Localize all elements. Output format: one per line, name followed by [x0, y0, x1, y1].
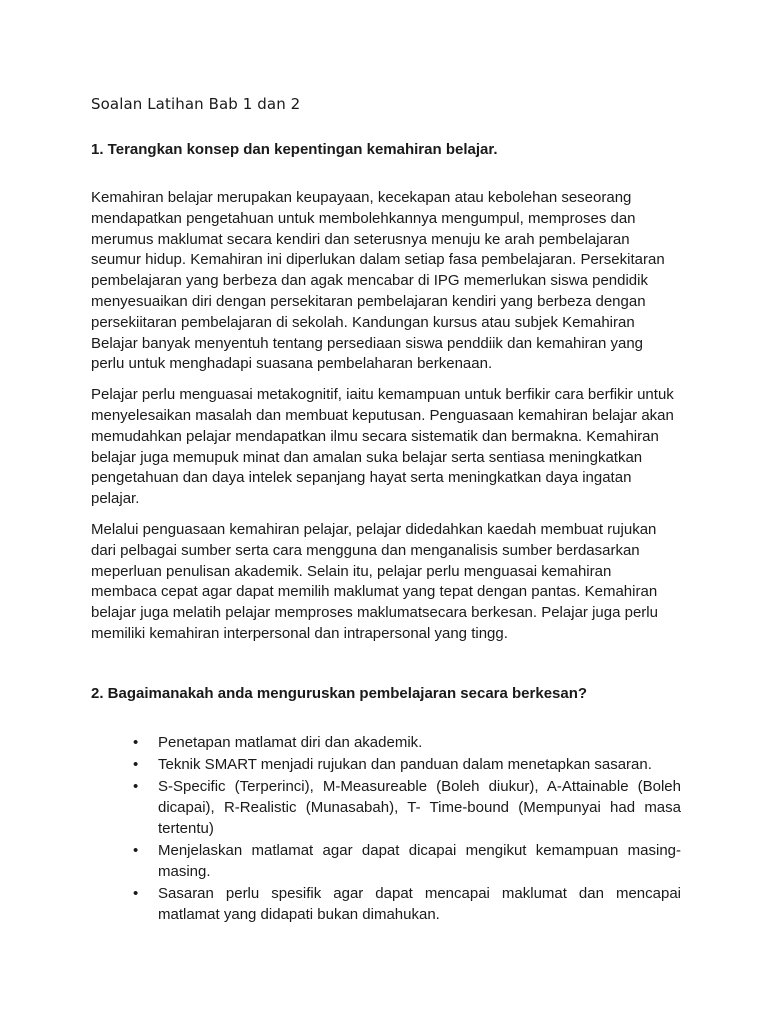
bullet-icon: • — [133, 777, 139, 795]
bullet-icon: • — [133, 755, 139, 773]
list-item-text: Menjelaskan matlamat agar dapat dicapai mengikut kemampuan masing-masing. — [158, 841, 681, 880]
answer-1-paragraph-3: Melalui penguasaan kemahiran pelajar, pelajar didedahkan kaedah membuat rujukan dari pelbagai sumber serta cara mengguna dan menganalisis sumber berdasarkan meperluan penulisan akademik. Selain itu, pelajar perlu menguasai kemahiran membaca cepat agar dapat memilih maklumat yang tepat dengan pantas. Kemahiran belajar juga melatih pelajar memproses maklumatsecara berkesan. Pelajar juga perlu memiliki kemahiran interpersonal dan intrapersonal yang tingg. — [91, 520, 658, 642]
list-item-text: Teknik SMART menjadi rujukan dan panduan dalam menetapkan sasaran. — [158, 755, 652, 773]
list-item — [91, 840, 681, 882]
answer-2-bullet-list — [91, 732, 681, 925]
list-item — [91, 883, 681, 925]
bullet-icon: • — [133, 841, 139, 859]
list-item — [91, 776, 681, 839]
list-item-text: Penetapan matlamat diri dan akademik. — [158, 733, 423, 751]
list-item-text: S-Specific (Terperinci), M-Measureable (Boleh diukur), A-Attainable (Boleh dicapai), R-Realistic (Munasabah), T- Time-bound (Mempunyai had masa tertentu) — [158, 777, 681, 837]
answer-1-paragraph-1: Kemahiran belajar merupakan keupayaan, kecekapan atau kebolehan seseorang mendapatkan pengetahuan untuk membolehkannya mengumpul, memproses dan merumus maklumat secara kendiri dan seterusnya menuju ke arah pembelajaran seumur hidup. Kemahiran ini diperlukan dalam setiap fasa pembelajaran. Persekitaran pembelajaran yang berbeza dan agak mencabar di IPG memerlukan siswa pendidik menyesuaikan diri dengan persekitaran pembelajaran kendiri yang berbeza dengan persekiitaran pembelajaran di sekolah. Kandungan kursus atau subjek Kemahiran Belajar banyak menyentuh tentang persediaan siswa penddiik dan kemahiran yang perlu untuk menghadapi suasana pembelaharan berkenaan. — [91, 189, 665, 373]
answer-1-paragraph-2: Pelajar perlu menguasai metakognitif, iaitu kemampuan untuk berfikir cara berfikir untuk menyelesaikan masalah dan membuat keputusan. Penguasaan kemahiran belajar akan memudahkan pelajar mendapatkan ilmu secara sistematik dan bermakna. Kemahiran belajar juga memupuk minat dan amalan suka belajar serta sentiasa meningkatkan pengetahuan dan daya intelek sepanjang hayat serta meningkatkan daya ingatan pelajar. — [91, 386, 674, 508]
bullet-icon: • — [133, 733, 139, 751]
question-1-heading: 1. Terangkan konsep dan kepentingan kemahiran belajar. — [91, 141, 498, 158]
list-item-text: Sasaran perlu spesifik agar dapat mencapai maklumat dan mencapai matlamat yang didapati bukan dimahukan. — [158, 884, 681, 923]
document-page — [91, 94, 681, 926]
list-item — [91, 754, 681, 775]
bullet-icon: • — [133, 884, 139, 902]
question-2-heading: 2. Bagaimanakah anda menguruskan pembelajaran secara berkesan? — [91, 684, 588, 702]
document-title: Soalan Latihan Bab 1 dan 2 — [91, 95, 301, 113]
list-item — [91, 732, 681, 753]
